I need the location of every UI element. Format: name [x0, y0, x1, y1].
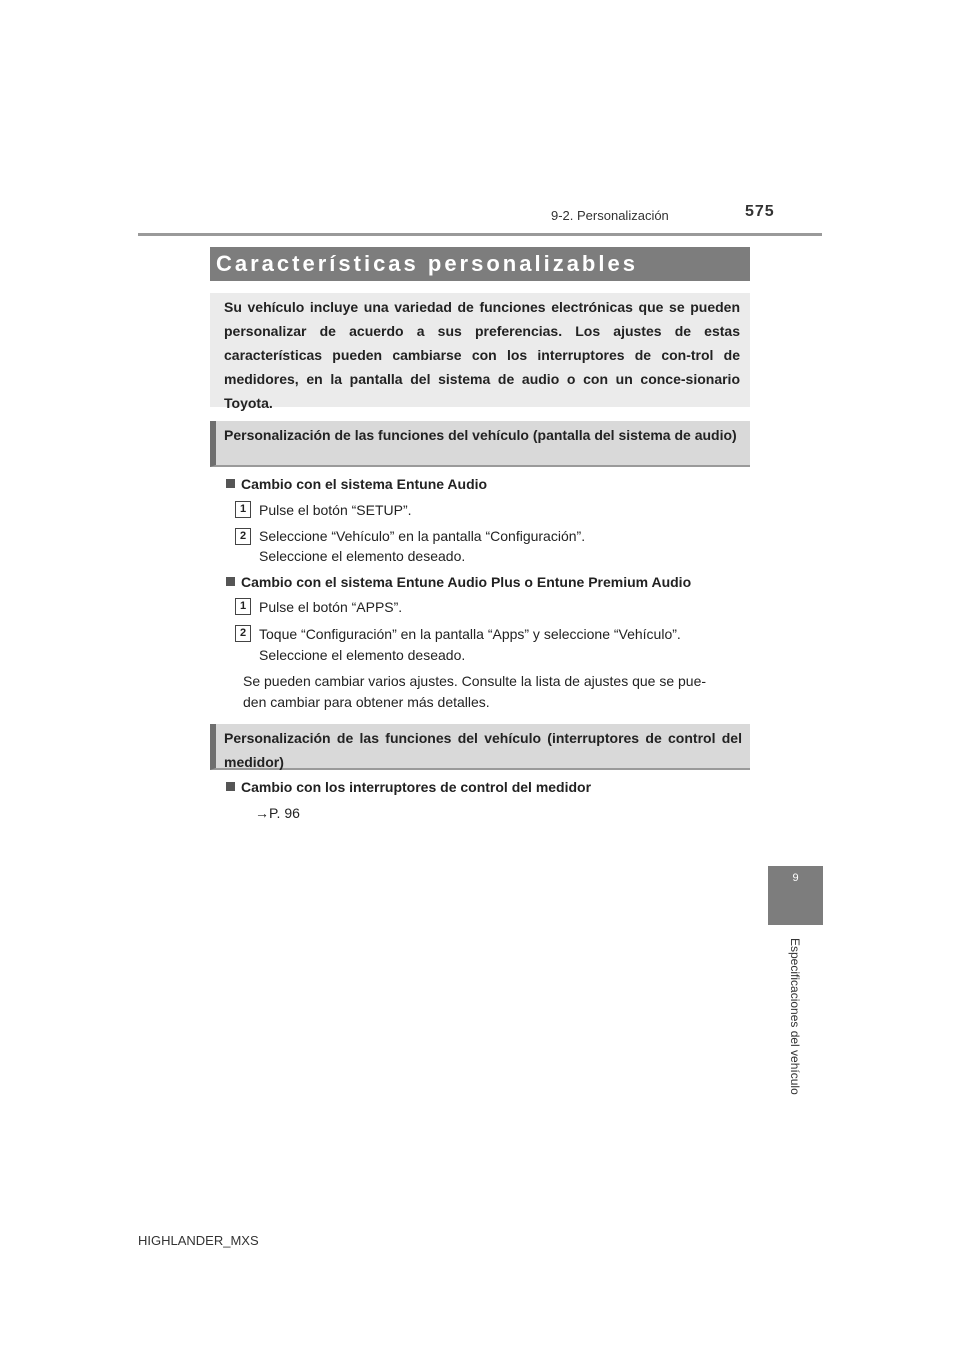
- bullet-heading-text: Cambio con el sistema Entune Audio Plus o Entune Premium Audio: [241, 574, 692, 590]
- step-number-badge: 2: [235, 528, 251, 545]
- step-text: Seleccione el elemento deseado.: [259, 647, 466, 663]
- step-number-badge: 1: [235, 501, 251, 518]
- header-rule: [138, 233, 822, 236]
- bullet-heading-text: Cambio con los interruptores de control del medidor: [241, 779, 592, 795]
- step-text: Toque “Configuración” en la pantalla “Apps” y seleccione “Vehículo”.: [259, 626, 681, 642]
- note-text: den cambiar para obtener más detalles.: [243, 694, 490, 710]
- bullet-heading-entune-plus: [226, 574, 691, 590]
- bullet-heading-text: Cambio con el sistema Entune Audio: [241, 476, 488, 492]
- bullet-square-icon: [226, 479, 235, 488]
- step-text: Seleccione el elemento deseado.: [259, 548, 466, 564]
- header-section-title: 9-2. Personalización: [551, 208, 669, 223]
- chapter-tab-label: Especificaciones del vehículo: [788, 938, 802, 1095]
- footer-model-code: HIGHLANDER_MXS: [138, 1233, 259, 1248]
- step-number-badge: 2: [235, 625, 251, 642]
- step-text: Pulse el botón “APPS”.: [259, 599, 403, 615]
- section-heading-meter: Personalización de las funciones del vehículo (interruptores de control del medidor): [210, 724, 750, 770]
- page-reference-link[interactable]: →P. 96: [255, 805, 300, 821]
- chapter-tab-number: 9: [792, 872, 799, 884]
- bullet-square-icon: [226, 782, 235, 791]
- step-text: Seleccione “Vehículo” en la pantalla “Configuración”.: [259, 528, 586, 544]
- bullet-square-icon: [226, 577, 235, 586]
- page-title: Características personalizables: [210, 247, 750, 281]
- step-number-badge: 1: [235, 598, 251, 615]
- bullet-heading-entune-audio: [226, 476, 487, 492]
- bullet-heading-meter-switches: [226, 779, 591, 795]
- intro-paragraph: Su vehículo incluye una variedad de funciones electrónicas que se pueden personalizar de acuerdo a sus preferencias. Los ajustes de estas características pueden cambiarse con los interruptores de con-trol de medidores, en la pantalla del sistema de audio o con un conce-sionario Toyota.: [210, 293, 750, 407]
- section-heading-audio: Personalización de las funciones del vehículo (pantalla del sistema de audio): [210, 421, 750, 467]
- page-number: 575: [745, 203, 775, 220]
- step-text: Pulse el botón “SETUP”.: [259, 502, 412, 518]
- note-text: Se pueden cambiar varios ajustes. Consulte la lista de ajustes que se pue-: [243, 673, 707, 689]
